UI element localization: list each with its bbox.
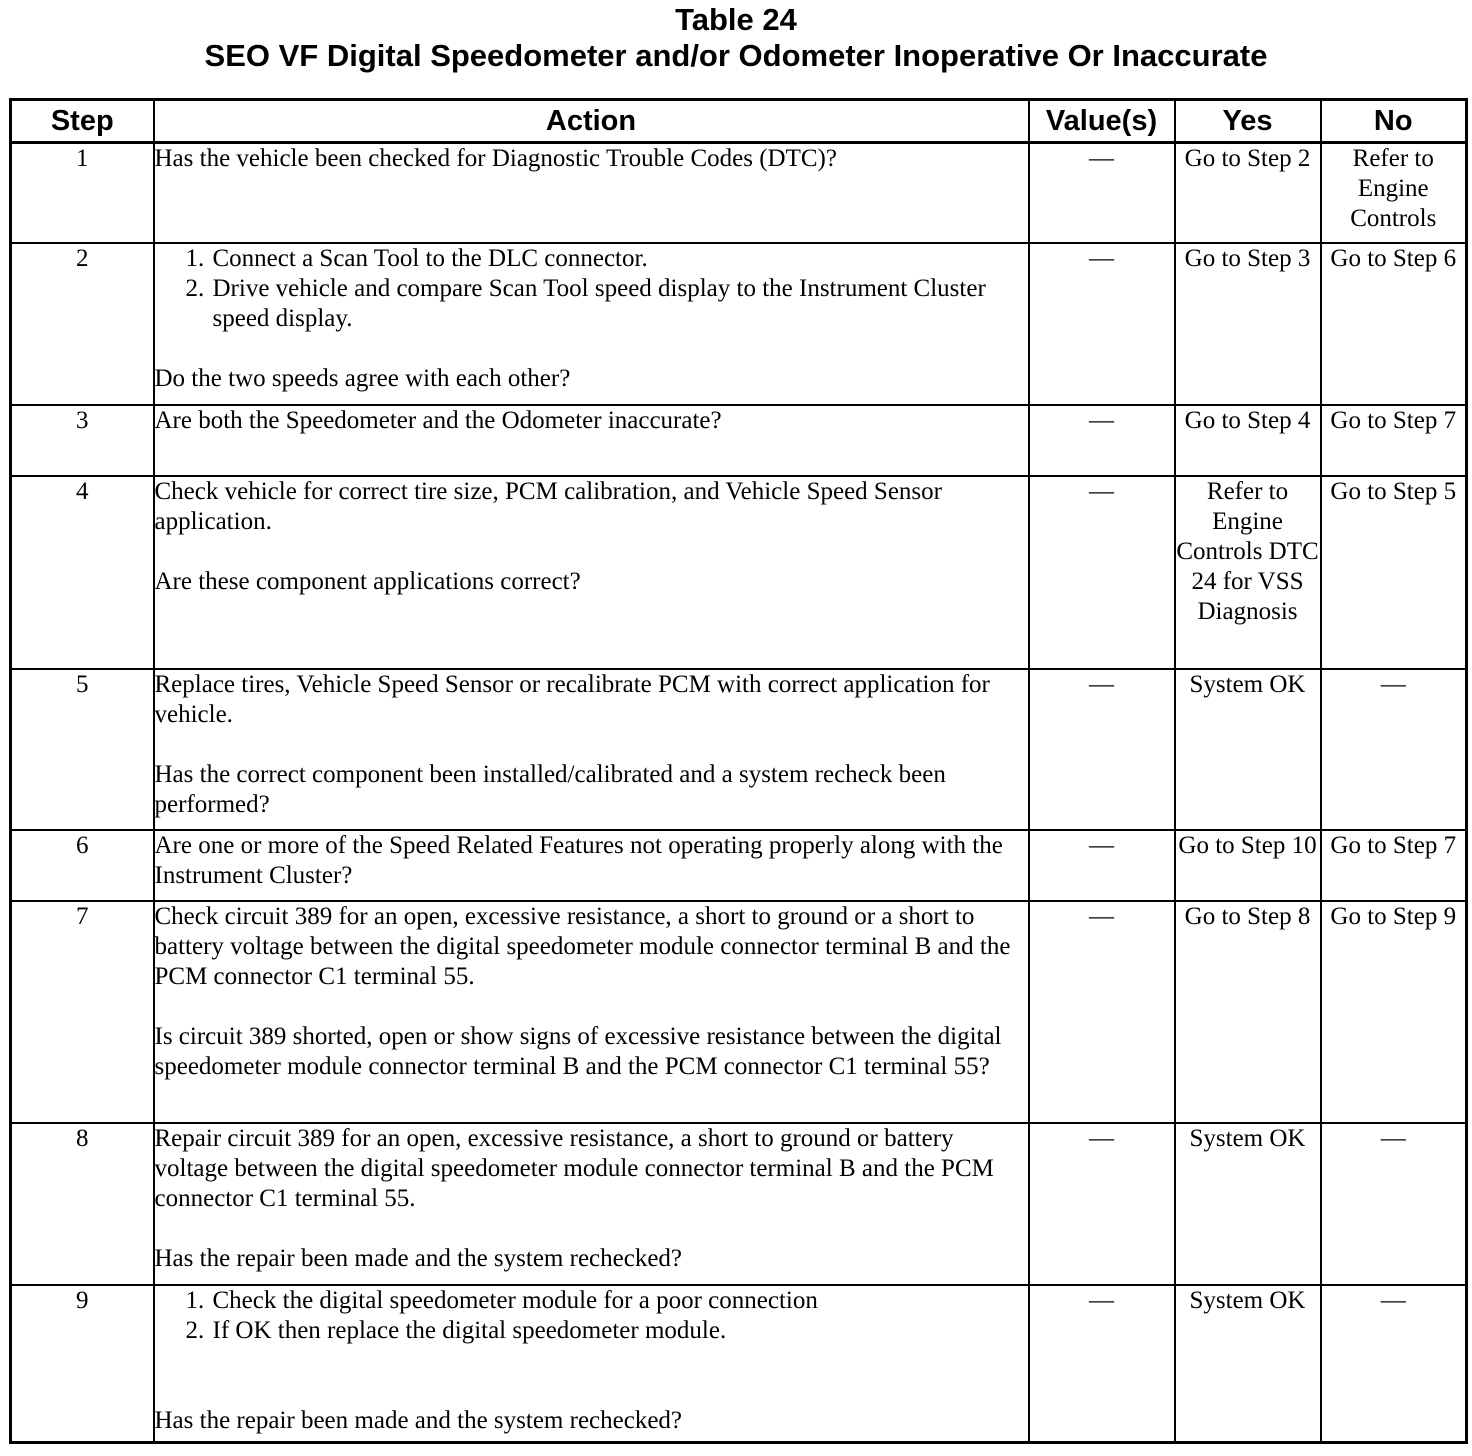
yes-cell: System OK bbox=[1175, 669, 1321, 830]
paragraph-gap bbox=[155, 1346, 1028, 1406]
action-text: Replace tires, Vehicle Speed Sensor or recalibrate PCM with correct application for vehicle. bbox=[154, 670, 990, 728]
column-header-action: Action bbox=[154, 100, 1029, 143]
paragraph-gap bbox=[155, 992, 1028, 1022]
value-cell: — bbox=[1029, 669, 1175, 830]
value-cell: — bbox=[1029, 1285, 1175, 1443]
table-title: SEO VF Digital Speedometer and/or Odometer Inoperative Or Inaccurate bbox=[204, 38, 1268, 73]
action-text: Has the repair been made and the system rechecked? bbox=[154, 1406, 683, 1434]
table-row bbox=[11, 405, 1467, 476]
table-row bbox=[11, 243, 1467, 405]
step-number: 5 bbox=[11, 669, 154, 830]
action-text: Are these component applications correct? bbox=[154, 567, 581, 595]
action-cell bbox=[154, 476, 1029, 669]
table-row bbox=[11, 669, 1467, 830]
value-cell: — bbox=[1029, 476, 1175, 669]
yes-cell: Go to Step 2 bbox=[1175, 143, 1321, 243]
action-text: Has the repair been made and the system rechecked? bbox=[154, 1244, 683, 1272]
table-row bbox=[11, 1285, 1467, 1443]
paragraph-gap bbox=[155, 1214, 1028, 1244]
action-cell bbox=[154, 143, 1029, 243]
step-number: 3 bbox=[11, 405, 154, 476]
step-number: 4 bbox=[11, 476, 154, 669]
column-header-yes: Yes bbox=[1175, 100, 1321, 143]
action-text: Are both the Speedometer and the Odometer inaccurate? bbox=[154, 406, 722, 434]
action-text: Check vehicle for correct tire size, PCM calibration, and Vehicle Speed Sensor application. bbox=[154, 477, 942, 535]
no-cell: — bbox=[1321, 1285, 1467, 1443]
action-text: Do the two speeds agree with each other? bbox=[154, 364, 571, 392]
action-text: Has the vehicle been checked for Diagnostic Trouble Codes (DTC)? bbox=[154, 145, 837, 172]
action-cell bbox=[154, 901, 1029, 1123]
action-substep: 1. Connect a Scan Tool to the DLC connector. bbox=[211, 244, 1028, 274]
action-substep: 2. Drive vehicle and compare Scan Tool speed display to the Instrument Cluster speed display. bbox=[211, 274, 1028, 334]
no-cell: Go to Step 7 bbox=[1321, 830, 1467, 901]
paragraph-gap bbox=[155, 334, 1028, 364]
yes-cell: Go to Step 10 bbox=[1175, 830, 1321, 901]
diagnostic-table bbox=[9, 98, 1468, 1444]
table-title-block bbox=[0, 2, 1472, 74]
action-cell bbox=[154, 669, 1029, 830]
action-text: Check circuit 389 for an open, excessive resistance, a short to ground or a short to battery voltage between the digital speedometer module connector terminal B and the PCM connector C1 terminal 55. bbox=[154, 902, 1011, 990]
no-cell: Go to Step 6 bbox=[1321, 243, 1467, 405]
action-substeps bbox=[155, 244, 1028, 334]
table-body bbox=[11, 143, 1467, 1443]
no-cell: Go to Step 9 bbox=[1321, 901, 1467, 1123]
table-row bbox=[11, 143, 1467, 243]
yes-cell: Go to Step 8 bbox=[1175, 901, 1321, 1123]
value-cell: — bbox=[1029, 143, 1175, 243]
action-cell bbox=[154, 243, 1029, 405]
column-header-no: No bbox=[1321, 100, 1467, 143]
value-cell: — bbox=[1029, 405, 1175, 476]
step-number: 8 bbox=[11, 1123, 154, 1285]
action-text: Are one or more of the Speed Related Features not operating properly along with the Instrument Cluster? bbox=[154, 831, 1003, 889]
yes-cell: System OK bbox=[1175, 1285, 1321, 1443]
column-header-step: Step bbox=[11, 100, 154, 143]
paragraph-gap bbox=[155, 730, 1028, 760]
paragraph-gap bbox=[155, 537, 1028, 567]
no-cell: Refer to Engine Controls bbox=[1321, 143, 1467, 243]
action-cell bbox=[154, 405, 1029, 476]
step-number: 6 bbox=[11, 830, 154, 901]
action-cell bbox=[154, 830, 1029, 901]
no-cell: — bbox=[1321, 1123, 1467, 1285]
table-row bbox=[11, 830, 1467, 901]
step-number: 1 bbox=[11, 143, 154, 243]
table-row bbox=[11, 476, 1467, 669]
action-substep: 1. Check the digital speedometer module for a poor connection bbox=[211, 1286, 1028, 1316]
action-cell bbox=[154, 1285, 1029, 1443]
action-text: Is circuit 389 shorted, open or show signs of excessive resistance between the digital speedometer module connector terminal B and the PCM connector C1 terminal 55? bbox=[154, 1022, 1002, 1080]
no-cell: — bbox=[1321, 669, 1467, 830]
table-row bbox=[11, 901, 1467, 1123]
step-number: 2 bbox=[11, 243, 154, 405]
action-substeps bbox=[155, 1286, 1028, 1346]
header-row bbox=[11, 100, 1467, 143]
value-cell: — bbox=[1029, 243, 1175, 405]
column-header-values: Value(s) bbox=[1029, 100, 1175, 143]
value-cell: — bbox=[1029, 901, 1175, 1123]
no-cell: Go to Step 7 bbox=[1321, 405, 1467, 476]
yes-cell: Go to Step 4 bbox=[1175, 405, 1321, 476]
step-number: 7 bbox=[11, 901, 154, 1123]
step-number: 9 bbox=[11, 1285, 154, 1443]
yes-cell: System OK bbox=[1175, 1123, 1321, 1285]
yes-cell: Go to Step 3 bbox=[1175, 243, 1321, 405]
table-row bbox=[11, 1123, 1467, 1285]
action-text: Repair circuit 389 for an open, excessive resistance, a short to ground or battery voltage between the digital speedometer module connector terminal B and the PCM connector C1 terminal 55. bbox=[154, 1124, 994, 1212]
no-cell: Go to Step 5 bbox=[1321, 476, 1467, 669]
value-cell: — bbox=[1029, 830, 1175, 901]
value-cell: — bbox=[1029, 1123, 1175, 1285]
action-cell bbox=[154, 1123, 1029, 1285]
yes-cell: Refer to Engine Controls DTC 24 for VSS Diagnosis bbox=[1175, 476, 1321, 669]
table-number: Table 24 bbox=[675, 2, 797, 37]
action-text: Has the correct component been installed/calibrated and a system recheck been performed? bbox=[154, 760, 946, 818]
action-substep: 2. If OK then replace the digital speedometer module. bbox=[211, 1316, 1028, 1346]
